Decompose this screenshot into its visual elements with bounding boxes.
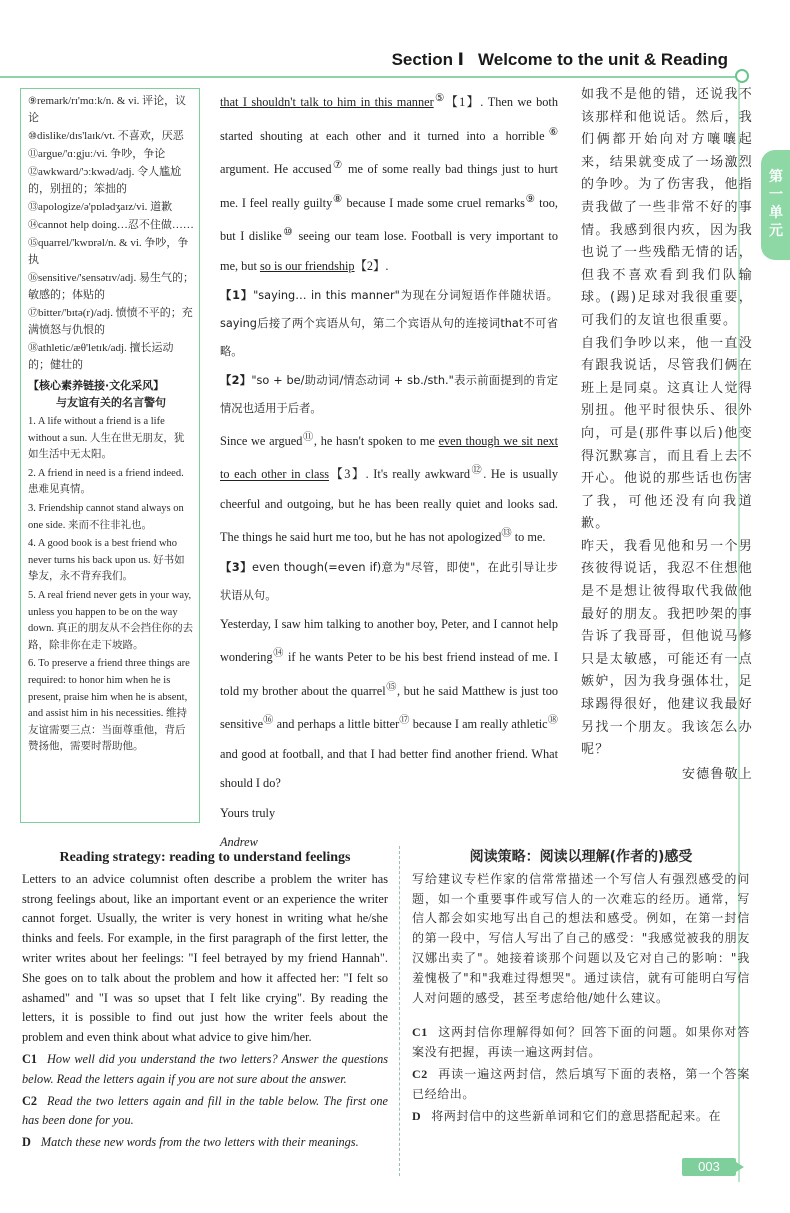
page-number: 003	[682, 1158, 736, 1176]
task-c1-cn: C1 这两封信你理解得如何？回答下面的问题。如果你对答案没有把握，再读一遍这两封信。	[412, 1025, 750, 1060]
friendship-quote: 3. Friendship cannot stand always on one side. 来而不往非礼也。	[28, 502, 184, 531]
culture-heading: 【核心素养链接·文化采风】	[28, 379, 165, 392]
friendship-quote: 2. A friend in need is a friend indeed. 患难见真情。	[28, 467, 184, 496]
vocab-item: ⑪argue/'ɑːgjuː/vi. 争吵，争论	[28, 148, 166, 160]
vocabulary-sidebar	[20, 88, 200, 823]
reading-strategy-chinese	[412, 848, 750, 1126]
task-c1: C1 How well did you understand the two letters? Answer the questions below. Read the letters again if you are not sure about the answer.	[22, 1051, 388, 1086]
grammar-note-1: 【1】"saying… in this manner"为现在分词短语作伴随状语。saying后接了两个宾语从句，第二个宾语从句的连接词that不可省略。	[220, 288, 558, 358]
unit-side-tab-label: 第一单元	[769, 169, 783, 239]
unit-title: Welcome to the unit & Reading	[478, 50, 728, 69]
vocab-item: ⑩dislike/dɪs'laɪk/vt. 不喜欢，厌恶	[28, 130, 184, 142]
column-divider	[399, 846, 400, 1176]
strategy-body: Letters to an advice columnist often describe a problem the writer has strong feelings about, like an important event or an experience the writer cannot forget. Usually, the writer is very honest in writing what he/she thinks and feels. For example, in the first paragraph of the first letter, the writer writes about her feelings: "I feel betrayed by my friend Hannah". She goes on to talk about the problem and how it affected her: "I felt so ashamed" and "I was so upset that I felt like crying". By reading the letters, it is possible to find out just how the writer feels about the problem and even think about what advice to give him/her.	[22, 871, 388, 1045]
friendship-quote: 1. A life without a friend is a life without a sun. 人生在世无朋友，犹如生活中无太阳。	[28, 416, 185, 461]
vocab-item: ⑫awkward/'ɔːkwəd/adj. 令人尴尬的，别扭的；笨拙的	[28, 166, 182, 195]
letter-closing: Yours truly	[220, 805, 276, 820]
spacer	[412, 1008, 750, 1021]
vocab-item: ⑬apologize/ə'pɒlədʒaɪz/vi. 道歉	[28, 201, 173, 213]
reading-strategy-english	[22, 848, 388, 1153]
letter-english	[220, 84, 558, 857]
page-number-arrow-icon	[736, 1162, 744, 1172]
translation-paragraph-1: 如我不是他的错，还说我不该那样和他说话。然后，我们俩都开始向对方嚷嚷起来，结果就变成了一场激烈的争吵。为了伤害我，他指责我做了一些非常不好的事情。我感到很内疚，因为我也说了一些残酷无情的话，但我不喜欢看到我们队输球。(踢)足球对我很重要，可我们的友谊也很重要。	[581, 87, 753, 328]
grammar-note-3: 【3】even though(=even if)意为"尽管，即使"，在此引导让步状语从句。	[220, 560, 558, 602]
culture-subheading: 与友谊有关的名言警句	[56, 396, 166, 409]
friendship-quote: 4. A good book is a best friend who never turns his back upon us. 好书如挚友，永不背弃我们。	[28, 538, 185, 583]
vocab-item: ⑮quarrel/'kwɒrəl/n. & vi. 争吵，争执	[28, 237, 189, 266]
strategy-title-cn: 阅读策略：阅读以理解(作者的)感受	[469, 849, 693, 865]
header-rule	[0, 76, 742, 78]
strategy-body-cn: 写给建议专栏作家的信常常描述一个写信人有强烈感受的问题，如一个重要事件或写信人的一次难忘的经历。通常，写信人都会如实地写出自己的想法和感受。例如，在第一封信的第一段中，写信人写出了自己的感受："我感觉被我的朋友汉娜出卖了"。她接着谈那个问题以及它对自己的影响："我羞愧极了"和"我难过得想哭"。通过读信，就有可能明白写信人对问题的感受，甚至考虑给他/她什么建议。	[412, 871, 750, 1005]
letter-paragraph-1: that I shouldn't talk to him in this manner⑤【1】. Then we both started shouting at each other and it turned into a horrible⑥ argument. He accused⑦ me of some really bad things just to hurt me. I feel really guilty⑧ because I made some cruel remarks⑨ too, but I dislike⑩ seeing our team lose. Football is very important to me, but so is our friendship【2】.	[220, 93, 558, 273]
vocab-item: ⑨remark/rɪ'mɑːk/n. & vi. 评论，议论	[28, 95, 187, 124]
letter-paragraph-2: Since we argued⑪, he hasn't spoken to me even though we sit next to each other in class【3】. It's really awkward⑫. He is usually cheerful and outgoing, but he has been really quiet and looks sad. The things he said hurt me too, but he has not apologized⑬ to me.	[220, 431, 558, 545]
task-d: D Match these new words from the two letters with their meanings.	[22, 1135, 359, 1150]
task-d-cn: D 将两封信中的这些新单词和它们的意思搭配起来。在	[412, 1108, 722, 1123]
letter-translation	[581, 84, 753, 786]
friendship-quote: 6. To preserve a friend three things are required: to honor him when he is present, praise him when he is absent, and assist him in his necessities. 维持友谊需要三点：当面尊重他，背后赞扬他，需要时帮助他。	[28, 658, 190, 753]
translation-signature: 安德鲁敬上	[681, 766, 753, 782]
task-c2-cn: C2 再读一遍这两封信，然后填写下面的表格，第一个答案已经给出。	[412, 1066, 750, 1101]
section-header	[392, 50, 728, 70]
section-label: Section Ⅰ	[391, 50, 465, 69]
vocab-item: ⑯sensitive/'sensətɪv/adj. 易生气的；敏感的；体贴的	[28, 272, 194, 301]
strategy-title: Reading strategy: reading to understand feelings	[59, 850, 351, 865]
friendship-quote: 5. A real friend never gets in your way, unless you happen to be on the way down. 真正的朋友从不会挡住你的去路，除非你在走下坡路。	[28, 589, 194, 651]
task-c2: C2 Read the two letters again and fill in the table below. The first one has been done for you.	[22, 1093, 388, 1128]
translation-paragraph-3: 昨天，我看见他和另一个男孩彼得说话，我忍不住想他是不是想让彼得取代我做他最好的朋友。我把吵架的事告诉了我哥哥，但他说马修只是太敏感，可能还有一点嫉妒，因为我身强体壮，足球踢得很好，他建议我最好另找一个朋友。我该怎么办呢？	[581, 538, 753, 758]
letter-signature: Andrew	[220, 834, 258, 849]
vocab-item: ⑭cannot help doing…忍不住做……	[28, 219, 194, 231]
letter-paragraph-3: Yesterday, I saw him talking to another boy, Peter, and I cannot help wondering⑭ if he wants Peter to be his best friend instead of me. I told my brother about the quarrel⑮, but he said Matthew is just too sensitive⑯ and perhaps a little bitter⑰ because I am really athletic⑱ and good at football, and that I had better find another friend. What should I do?	[220, 616, 558, 791]
translation-paragraph-2: 自我们争吵以来，他一直没有跟我说话，尽管我们俩在班上是同桌。这真让人觉得别扭。他平时很快乐、很外向，可是(那件事以后)他变得沉默寡言，而且看上去不开心。他说的那些话也伤害了我，可他还没有向我道歉。	[581, 335, 753, 532]
grammar-note-2: 【2】"so + be/助动词/情态动词 + sb./sth."表示前面提到的肯定情况也适用于后者。	[220, 373, 558, 415]
header-rule-dot	[735, 69, 749, 83]
vocab-item: ⑱athletic/æθ'letɪk/adj. 擅长运动的；健壮的	[28, 342, 174, 371]
vocab-item: ⑰bitter/'bɪtə(r)/adj. 愤愤不平的；充满愤怒与仇恨的	[28, 307, 193, 336]
